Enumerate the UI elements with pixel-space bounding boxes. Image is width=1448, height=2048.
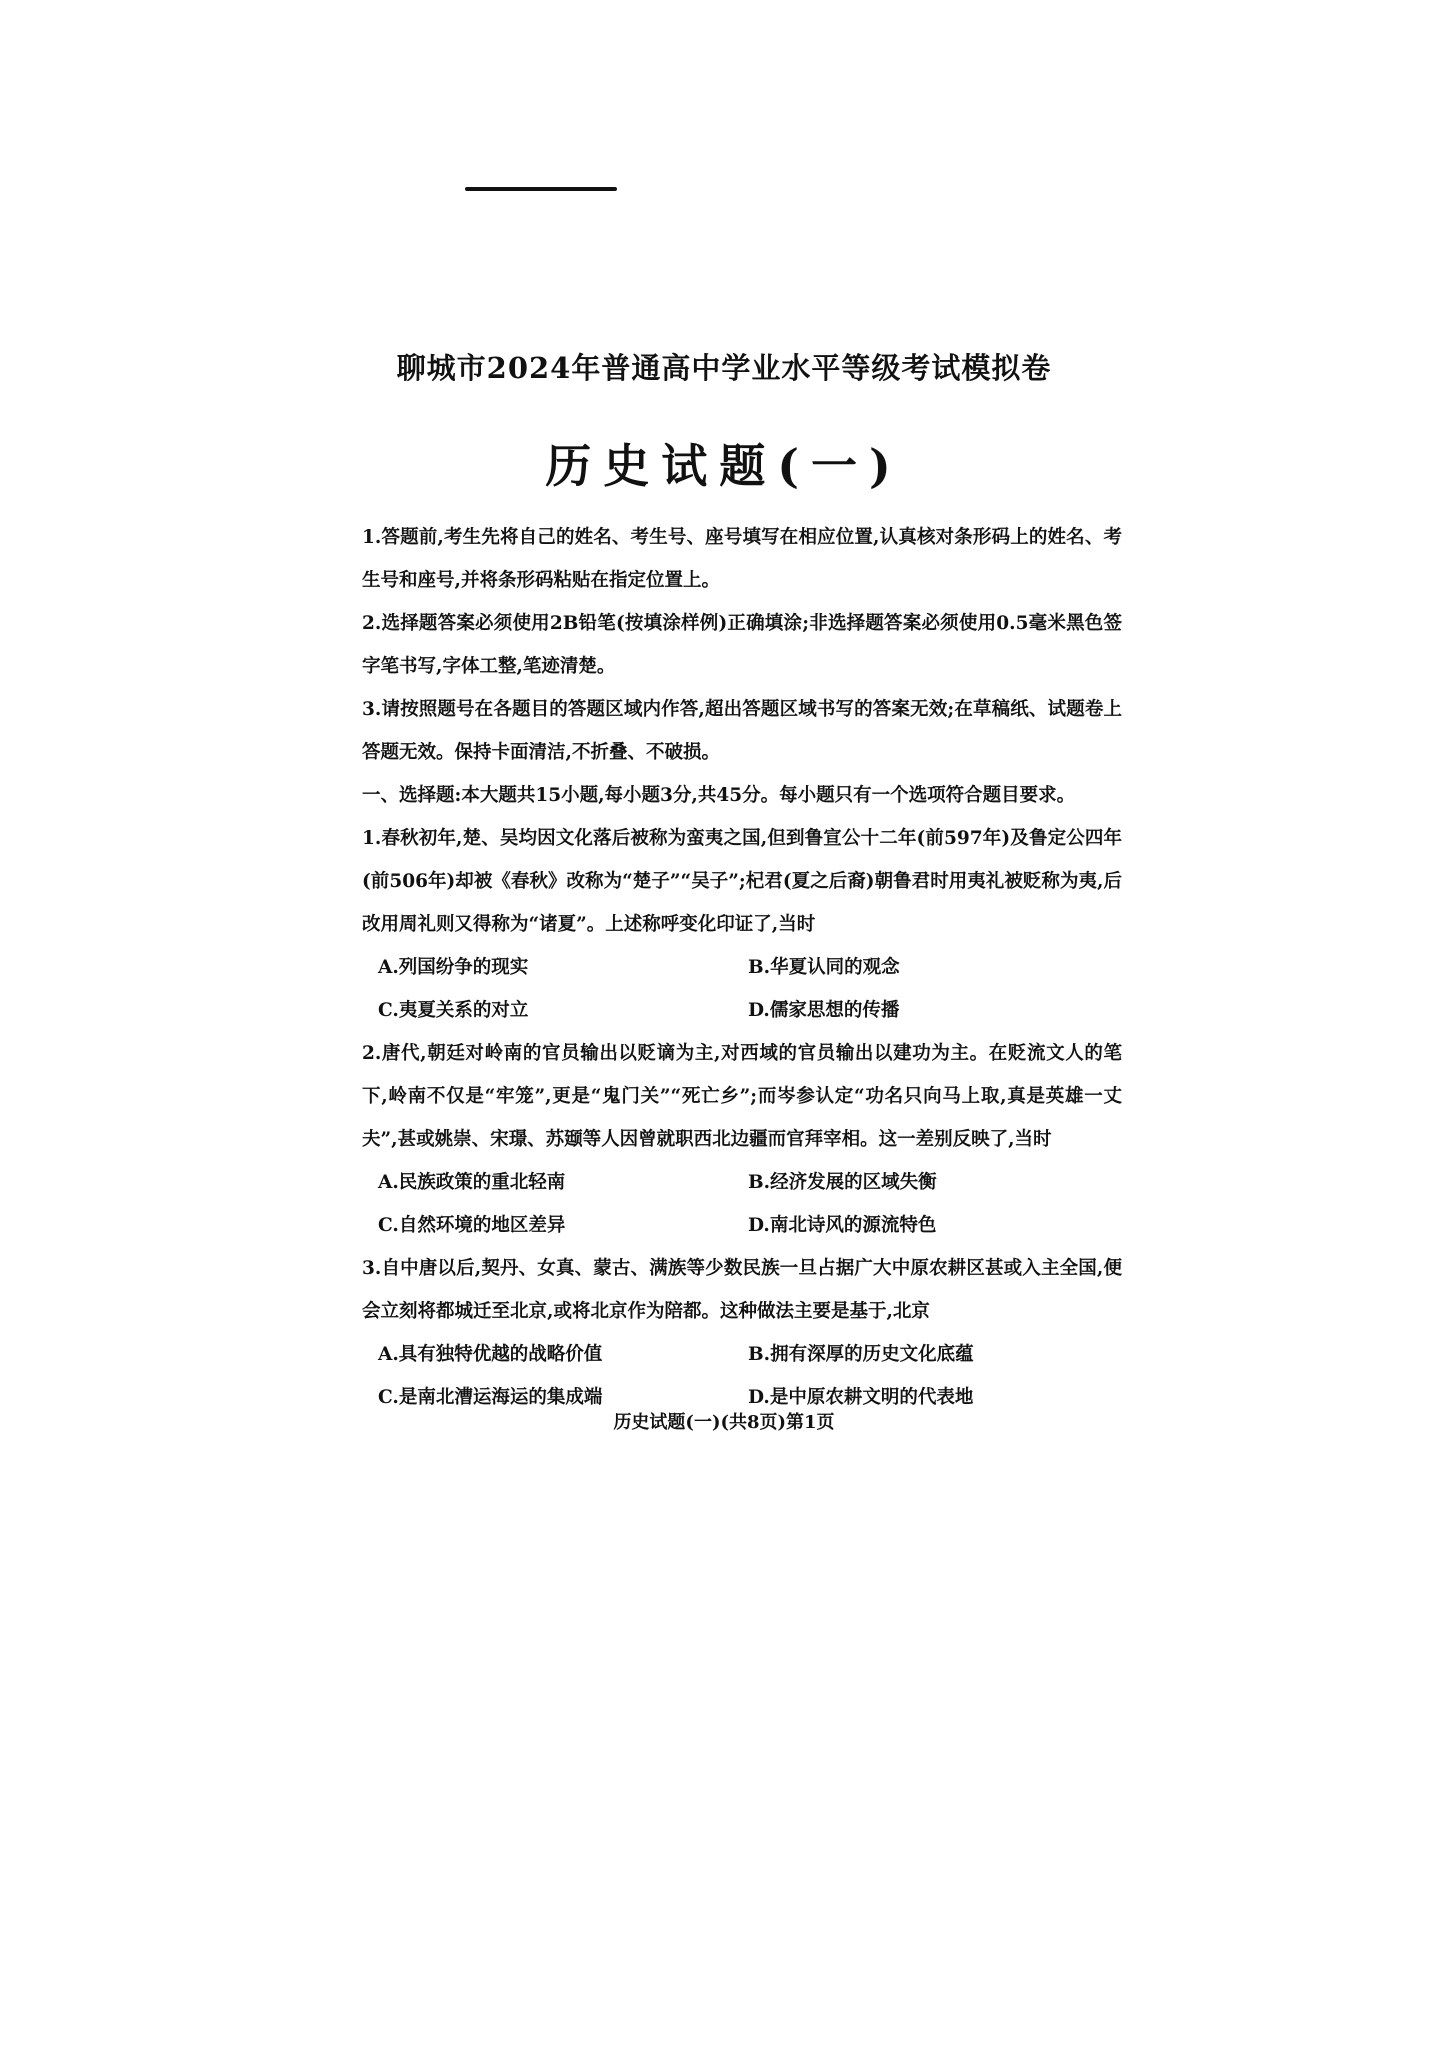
question-1-option-d: D.儒家思想的传播 bbox=[748, 1000, 900, 1021]
question-1-option-b: B.华夏认同的观念 bbox=[748, 957, 900, 978]
exam-subtitle: 聊城市2024年普通高中学业水平等级考试模拟卷 bbox=[396, 351, 1052, 385]
question-3-option-b: B.拥有深厚的历史文化底蕴 bbox=[748, 1344, 974, 1365]
question-2-option-d: D.南北诗风的源流特色 bbox=[748, 1215, 937, 1236]
note-3: 3.请按照题号在各题目的答题区域内作答,超出答题区域书写的答案无效;在草稿纸、试题卷上答题无效。保持卡面清洁,不折叠、不破损。 bbox=[362, 699, 1122, 763]
question-2-option-c: C.自然环境的地区差异 bbox=[378, 1215, 566, 1236]
question-1-stem: 1.春秋初年,楚、吴均因文化落后被称为蛮夷之国,但到鲁宣公十二年(前597年)及鲁定公四年(前506年)却被《春秋》改称为“楚子”“吴子”;杞君(夏之后裔)朝鲁君时用夷礼被贬称为夷,后改用周礼则又得称为“诸夏”。上述称呼变化印证了,当时 bbox=[362, 828, 1122, 935]
question-3-options bbox=[362, 1333, 1122, 1419]
exam-content bbox=[362, 516, 1122, 1419]
note-1: 1.答题前,考生先将自己的姓名、考生号、座号填写在相应位置,认真核对条形码上的姓名、考生号和座号,并将条形码粘贴在指定位置上。 bbox=[362, 527, 1122, 591]
question-3-stem: 3.自中唐以后,契丹、女真、蒙古、满族等少数民族一旦占据广大中原农耕区甚或入主全国,便会立刻将都城迁至北京,或将北京作为陪都。这种做法主要是基于,北京 bbox=[362, 1258, 1122, 1322]
question-1-option-c: C.夷夏关系的对立 bbox=[378, 1000, 529, 1021]
question-2-option-b: B.经济发展的区域失衡 bbox=[748, 1172, 937, 1193]
question-1-option-a: A.列国纷争的现实 bbox=[378, 957, 529, 978]
question-3-option-c: C.是南北漕运海运的集成端 bbox=[378, 1387, 603, 1408]
question-2-options bbox=[362, 1161, 1122, 1247]
top-rule bbox=[465, 187, 617, 191]
question-2-option-a: A.民族政策的重北轻南 bbox=[378, 1172, 566, 1193]
question-3-option-d: D.是中原农耕文明的代表地 bbox=[748, 1387, 974, 1408]
question-2-stem: 2.唐代,朝廷对岭南的官员输出以贬谪为主,对西域的官员输出以建功为主。在贬流文人的笔下,岭南不仅是“牢笼”,更是“鬼门关”“死亡乡”;而岑参认定“功名只向马上取,真是英雄一丈夫”,甚或姚崇、宋璟、苏颋等人因曾就职西北边疆而官拜宰相。这一差别反映了,当时 bbox=[362, 1043, 1122, 1150]
note-2: 2.选择题答案必须使用2B铅笔(按填涂样例)正确填涂;非选择题答案必须使用0.5毫米黑色签字笔书写,字体工整,笔迹清楚。 bbox=[362, 613, 1122, 677]
exam-title: 历史试题(一) bbox=[545, 439, 903, 493]
page-footer: 历史试题(一)(共8页)第1页 bbox=[613, 1412, 835, 1433]
section-heading: 一、选择题:本大题共15小题,每小题3分,共45分。每小题只有一个选项符合题目要求。 bbox=[362, 785, 1076, 806]
question-1-options bbox=[362, 946, 1122, 1032]
question-3-option-a: A.具有独特优越的战略价值 bbox=[378, 1344, 603, 1365]
